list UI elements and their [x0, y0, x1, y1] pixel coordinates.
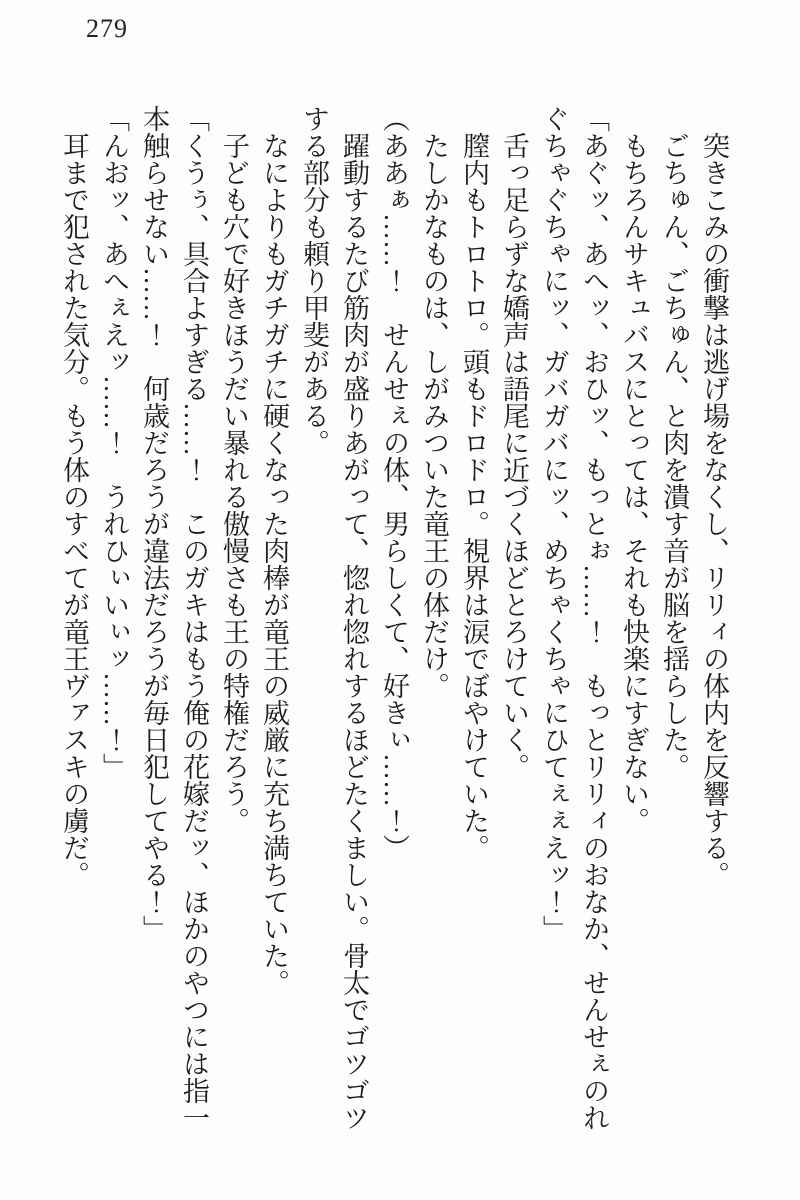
text-line: する部分も頼り甲斐がある。: [299, 105, 329, 456]
text-line: 「あぐッ、あへッ、おひッ、もっとぉ……！ もっとリリィのおなか、せんせぇのれ: [579, 105, 609, 1131]
text-line: ごちゅん、ごちゅん、と肉を潰す音が脳を揺らした。: [659, 105, 689, 780]
text-line: 「んおッ、あへぇえッ……！ うれひぃいぃッ……！」: [99, 105, 129, 780]
text-line: ぐちゃぐちゃにッ、ガバガバにッ、めちゃくちゃにひてぇぇえッ！」: [539, 105, 569, 942]
text-line: 舌っ足らずな嬌声は語尾に近づくほどとろけていく。: [499, 105, 529, 780]
text-line: 突きこみの衝撃は逃げ場をなくし、リリィの体内を反響する。: [699, 105, 729, 888]
text-line: （ああぁ……！ せんせぇの体、男らしくて、好きぃ……！）: [379, 105, 409, 861]
text-line: 本触らせない……！ 何歳だろうが違法だろうが毎日犯してやる！」: [139, 105, 169, 942]
text-line: なによりもガチガチに硬くなった肉棒が竜王の威厳に充ち満ちていた。: [259, 105, 289, 996]
vertical-text-block: [54, 105, 734, 1145]
text-line: たしかなものは、しがみついた竜王の体だけ。: [419, 105, 449, 699]
page-number: 279: [86, 14, 128, 43]
text-line: 耳まで犯された気分。もう体のすべてが竜王ヴァスキの虜だ。: [59, 105, 89, 888]
text-line: 躍動するたび筋肉が盛りあがって、惚れ惚れするほどたくましい。骨太でゴツゴツ: [339, 105, 369, 1131]
text-line: 子ども穴で好きほうだい暴れる傲慢さも王の特権だろう。: [219, 105, 249, 834]
text-line: 膣内もトロトロ。頭もドロドロ。視界は涙でぼやけていた。: [459, 105, 489, 861]
text-line: もちろんサキュバスにとっては、それも快楽にすぎない。: [619, 105, 649, 834]
text-line: 「くうぅ、具合よすぎる……！ このガキはもう俺の花嫁だッ、ほかのやつには指一: [179, 105, 209, 1131]
